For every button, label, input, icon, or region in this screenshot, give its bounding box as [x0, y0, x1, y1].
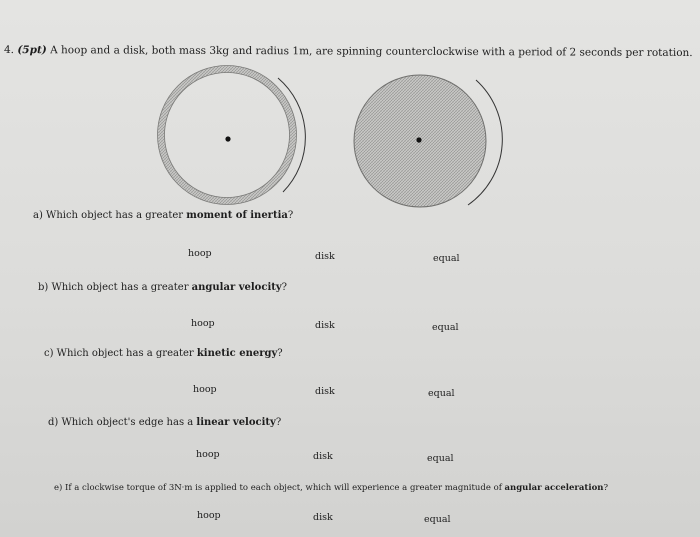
hoop-and-disk-figure: [150, 60, 510, 210]
question-a-choice-hoop[interactable]: hoop: [188, 248, 212, 259]
question-c: c) Which object has a greater kinetic energy?: [44, 348, 283, 359]
question-b-choice-disk[interactable]: disk: [315, 320, 335, 331]
question-c-choice-equal[interactable]: equal: [428, 388, 455, 399]
hoop-ring: [161, 69, 293, 201]
problem-points: (5pt): [17, 44, 47, 57]
question-d-choice-disk[interactable]: disk: [313, 451, 333, 462]
question-e-choice-hoop[interactable]: hoop: [197, 510, 221, 521]
question-d: d) Which object's edge has a linear velocity?: [48, 417, 282, 428]
question-a: a) Which object has a greater moment of inertia?: [33, 210, 294, 221]
question-a-choice-disk[interactable]: disk: [315, 251, 335, 262]
question-c-choice-disk[interactable]: disk: [315, 386, 335, 397]
question-c-choice-hoop[interactable]: hoop: [193, 384, 217, 395]
problem-number: 4.: [3, 44, 15, 57]
hoop-figure: [158, 66, 306, 205]
question-a-choice-equal[interactable]: equal: [433, 253, 460, 264]
disk-figure: [354, 75, 502, 207]
problem-statement: [4, 44, 694, 59]
question-e-choice-disk[interactable]: disk: [313, 512, 333, 523]
hoop-center-dot: [225, 136, 230, 141]
disk-center-dot: [416, 137, 421, 142]
question-d-choice-equal[interactable]: equal: [427, 453, 454, 464]
question-b-choice-hoop[interactable]: hoop: [191, 318, 215, 329]
problem-text: A hoop and a disk, both mass 3kg and radius 1m, are spinning counterclockwise with a period of 2 seconds per rotation.: [50, 44, 693, 60]
question-b-choice-equal[interactable]: equal: [432, 322, 459, 333]
question-b: b) Which object has a greater angular velocity?: [38, 282, 288, 293]
question-d-choice-hoop[interactable]: hoop: [196, 449, 220, 460]
question-e: e) If a clockwise torque of 3N·m is applied to each object, which will experience a greater magnitude of angular acceleration?: [54, 483, 608, 493]
question-e-choice-equal[interactable]: equal: [424, 514, 451, 525]
